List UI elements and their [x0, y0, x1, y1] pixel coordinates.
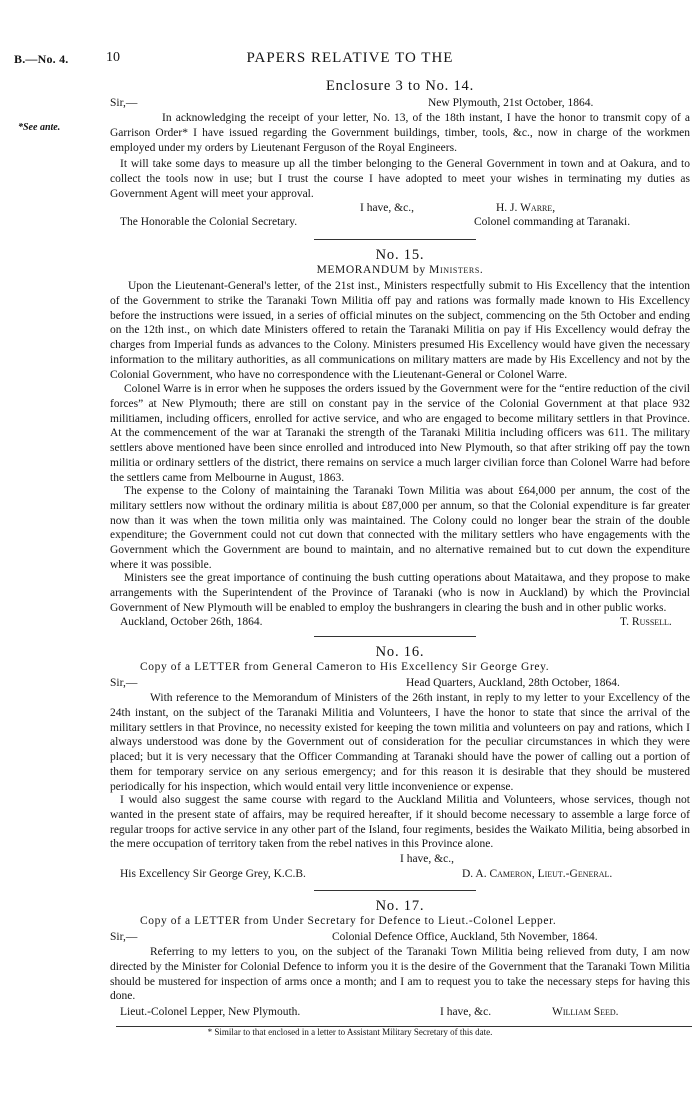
no16-paragraph-1: With reference to the Memorandum of Ministers of the 26th instant, in reply to my letter to your Excellency of the 24th instant, on the subject of the Taranaki Militia and Volunteers, I have the honor to state that since the arrival of the military settlers in that Province, no necessity existed for keeping the town militia and volunteers on pay and rations, which I always understood was done by the Government out of consideration for the peculiar circumstances in which they were placed; but it is very necessary that the Officer Commanding at Taranaki should have the power of calling out a portion of them for temporary service on any serious emergency; and for this reason it is desirable that they should be mustered periodically for his inspection, which would entail very little inconvenience or expense.	[110, 692, 690, 793]
no15-paragraph-4: Ministers see the great importance of continuing the bush cutting operations about Mataitawa, and they propose to make arrangements with the Superintendent of the Province of Taranaki (who is now in Auckland) by which the Provincial Government of New Plymouth will be enabled to employ the bushrangers in clearing the bush and in other public works.	[110, 572, 690, 614]
no16-addressee: His Excellency Sir George Grey, K.C.B.	[120, 868, 306, 880]
no15-paragraph-1: Upon the Lieutenant-General's letter, of the 21st inst., Ministers respectfully submit to His Excellency that the intention of the Government to strike the Taranaki Town Militia off pay and rations was formally made known to His Excellency before the instructions were issued, in a series of official minutes on the subject, commencing on the 5th October and ending on the 12th inst., on which date Ministers offered to retain the Taranaki Militia on pay if His Excellency would defray the charges from Imperial funds as advances to the Colony. Ministers presumed His Excellency would have given the necessary information to the military authorities, as all communications on military matters are made by His Excellency and not by the Colonial Government, who have no correspondence with the Lieutenant-General or Colonel Warre.	[110, 280, 690, 381]
enclosure-salutation: Sir,—	[110, 97, 138, 109]
no17-addressee: Lieut.-Colonel Lepper, New Plymouth.	[120, 1006, 301, 1018]
enclosure-signature: H. J. Warre,	[496, 202, 556, 214]
section-divider	[314, 636, 476, 637]
no16-caption: Copy of a LETTER from General Cameron to His Excellency Sir George Grey.	[140, 661, 550, 673]
no15-subheading-text: MEMORANDUM by	[316, 264, 430, 276]
no15-subheading	[110, 264, 690, 276]
enclosure-addressee: The Honorable the Colonial Secretary.	[120, 216, 298, 228]
no16-signature: D. A. Cameron, Lieut.-General.	[462, 868, 613, 880]
no15-subheading-ministers: Ministers.	[429, 264, 484, 276]
margin-note: *See ante.	[18, 122, 61, 133]
no17-caption: Copy of a LETTER from Under Secretary for Defence to Lieut.-Colonel Lepper.	[140, 915, 557, 927]
no16-paragraph-2: I would also suggest the same course with regard to the Auckland Militia and Volunteers, whose services, though not wanted in the present state of affairs, may be required hereafter, if it should become necessary to assemble a large force of regular troops for active service in any other part of the Island, four regiments, besides the Waikato Militia, being absorbed in the mere occupation of territory taken from the rebel natives in this Province alone.	[110, 794, 690, 851]
no16-place-date: Head Quarters, Auckland, 28th October, 1864.	[406, 677, 620, 689]
page-number: 10	[106, 50, 120, 65]
no16-salutation: Sir,—	[110, 677, 138, 689]
enclosure-close: I have, &c.,	[360, 202, 414, 214]
enclosure-place-date: New Plymouth, 21st October, 1864.	[428, 97, 594, 109]
no17-close: I have, &c.	[440, 1006, 492, 1018]
no16-heading: No. 16.	[375, 644, 425, 660]
enclosure-paragraph-2: It will take some days to measure up all the timber belonging to the General Government in town and at Oakura, and to collect the tools now in use; but I trust the course I have adopted to meet your wishes in terminating my duties as Government Agent will meet your approval.	[110, 158, 690, 200]
no15-signature: T. Russell.	[620, 616, 672, 628]
no15-date: Auckland, October 26th, 1864.	[120, 616, 263, 628]
no15-heading: No. 15.	[375, 247, 425, 263]
no15-paragraph-3: The expense to the Colony of maintaining the Taranaki Town Militia was about £64,000 per annum, the cost of the military settlers now without the ordinary militia is about £87,000 per annum, so that the Colonial expenditure is far greater now than it was when the town militia only was maintained. The Colony could no longer bear the strain of the double expenditure; the Government could not cut down that connected with the military settlers who have engagements with the Government which the Government are bound to maintain, and no alternative remained but to cut down the expenditure where it was possible.	[110, 485, 690, 571]
enclosure-heading: Enclosure 3 to No. 14.	[325, 78, 475, 94]
no17-heading: No. 17.	[375, 898, 425, 914]
page-title: PAPERS RELATIVE TO THE	[246, 50, 454, 66]
no15-paragraph-2: Colonel Warre is in error when he supposes the orders issued by the Government were for the “entire reduction of the civil forces” at New Plymouth; there are still on constant pay in the service of the Colonial Government at that place 932 militiamen, including officers, enrolled for active service, and who are engaged to become military settlers in that Province. At the commencement of the war at Taranaki the strength of the Taranaki Militia including officers was 611. The military settlers above mentioned have been since enrolled and introduced into New Plymouth, so that after striking off pay the town militia or ordinary settlers of the district, there remains on service a much larger civilian force than Colonel Warre had before the settlers came from Melbourne in August, 1863.	[110, 383, 690, 484]
enclosure-signature-title: Colonel commanding at Taranaki.	[474, 216, 631, 228]
no17-signature: William Seed.	[552, 1006, 619, 1018]
enclosure-paragraph-1: In acknowledging the receipt of your letter, No. 13, of the 18th instant, I have the honor to transmit copy of a Garrison Order* I have issued regarding the Government buildings, timber, tools, &c., now in charge of the workmen employed under my orders by Lieutenant Ferguson of the Royal Engineers.	[110, 112, 690, 154]
no16-close: I have, &c.,	[400, 853, 454, 865]
no17-paragraph-1: Referring to my letters to you, on the subject of the Taranaki Town Militia being relieved from duty, I am now directed by the Minister for Colonial Defence to inform you it is the desire of the Government that the Taranaki Town Militia should be mustered for inspection of arms once a month; and I am to request you to take the necessary steps for having this done.	[110, 946, 690, 1003]
footnote: * Similar to that enclosed in a letter to Assistant Military Secretary of this date.	[207, 1027, 493, 1037]
no17-place-date: Colonial Defence Office, Auckland, 5th November, 1864.	[332, 931, 598, 943]
section-divider	[314, 239, 476, 240]
section-divider	[314, 890, 476, 891]
paper-reference: B.—No. 4.	[14, 52, 69, 66]
no17-salutation: Sir,—	[110, 931, 138, 943]
